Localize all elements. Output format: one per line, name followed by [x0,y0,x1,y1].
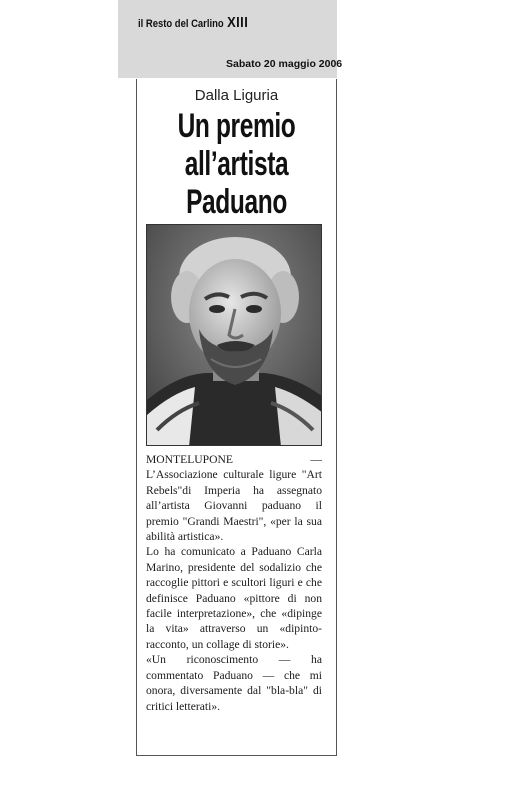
page-number: XIII [227,14,249,31]
article-paragraph: «Un riconoscimento — ha commentato Paduano — che mi onora, diversamente dal "bla-bla" di critici letterati». [146,653,322,713]
article-headline [137,107,336,221]
article-paragraph: Lo ha comunicato a Paduano Carla Marino, presidente del sodalizio che raccoglie pittori e scultori liguri e che definisce Paduano «pittore di non facile interpretazione», che «dipinge la vita» attraverso un «dipinto-racconto, un collage di storie». [146,545,322,651]
newspaper-name: il Resto del Carlino [138,18,224,30]
portrait-photo [146,224,322,446]
portrait-illustration [147,225,322,446]
headline-line: all’artista [184,145,289,183]
headline-line: Un premio [177,107,296,145]
publication-date: Sabato 20 maggio 2006 [226,58,343,70]
headline-line: Paduano [186,183,287,221]
article-body [146,452,322,714]
article-kicker: Dalla Liguria [194,87,279,104]
article-paragraph: MONTELUPONE — L’Associazione culturale ligure "Art Rebels"di Imperia ha assegnato all’artista Giovanni paduano il premio "Grandi Maestri", «per la sua abilità artistica». [146,453,322,544]
newspaper-masthead [138,14,248,32]
